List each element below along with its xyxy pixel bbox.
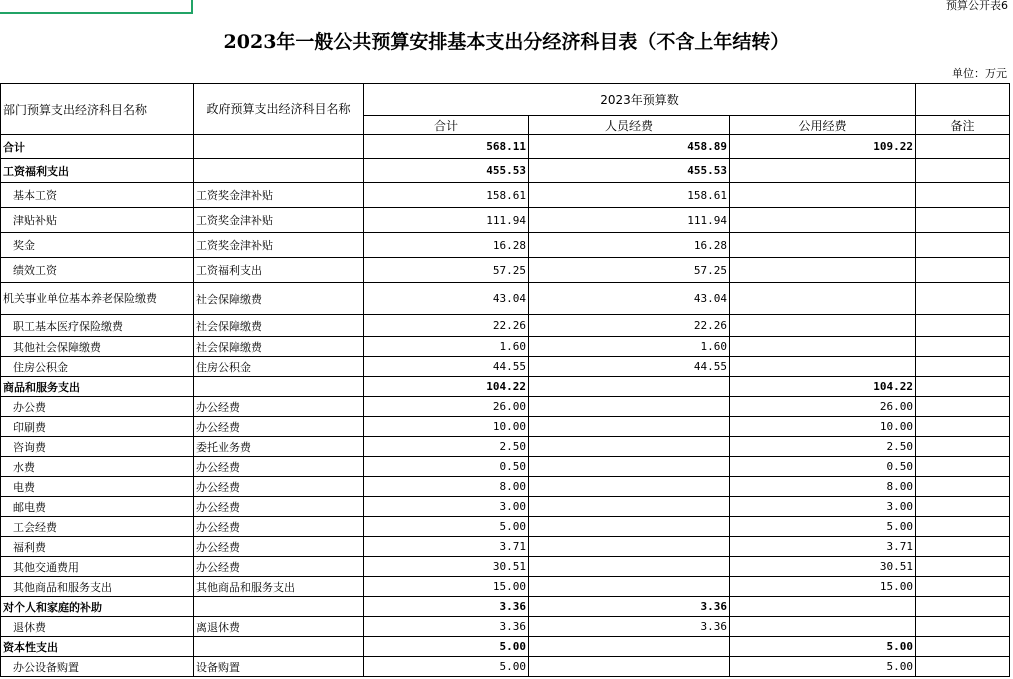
- cell-public[interactable]: 0.50: [730, 457, 916, 477]
- table-row: [1, 357, 1010, 377]
- cell-gov-name[interactable]: 办公经费: [194, 417, 364, 437]
- cell-total[interactable]: 8.00: [364, 477, 529, 497]
- cell-remark[interactable]: [916, 637, 1010, 657]
- selected-cell-indicator[interactable]: [0, 0, 193, 14]
- cell-remark[interactable]: [916, 159, 1010, 183]
- cell-public[interactable]: 104.22: [730, 377, 916, 397]
- cell-public[interactable]: [730, 597, 916, 617]
- table-row: [1, 208, 1010, 233]
- table-row: [1, 497, 1010, 517]
- cell-public[interactable]: 26.00: [730, 397, 916, 417]
- cell-personnel[interactable]: [529, 437, 730, 457]
- cell-gov-name[interactable]: 设备购置: [194, 657, 364, 677]
- header-remark[interactable]: 备注: [916, 116, 1010, 135]
- table-row: [1, 577, 1010, 597]
- cell-personnel[interactable]: [529, 517, 730, 537]
- cell-personnel[interactable]: [529, 537, 730, 557]
- cell-gov-name[interactable]: 办公经费: [194, 397, 364, 417]
- cell-gov-name[interactable]: [194, 637, 364, 657]
- cell-dept-name[interactable]: 水费: [1, 457, 194, 477]
- cell-personnel[interactable]: [529, 397, 730, 417]
- cell-public[interactable]: 8.00: [730, 477, 916, 497]
- cell-public[interactable]: [730, 617, 916, 637]
- cell-dept-name[interactable]: 工资福利支出: [1, 159, 194, 183]
- cell-personnel[interactable]: [529, 497, 730, 517]
- cell-gov-name[interactable]: [194, 135, 364, 159]
- cell-personnel[interactable]: [529, 377, 730, 397]
- cell-total[interactable]: 5.00: [364, 657, 529, 677]
- cell-dept-name[interactable]: 奖金: [1, 233, 194, 258]
- header-dept-col[interactable]: 部门预算支出经济科目名称: [1, 84, 194, 135]
- cell-total[interactable]: 568.11: [364, 135, 529, 159]
- sheet-tag: 预算公开表6: [946, 0, 1008, 12]
- cell-public[interactable]: 2.50: [730, 437, 916, 457]
- cell-dept-name[interactable]: 对个人和家庭的补助: [1, 597, 194, 617]
- cell-public[interactable]: [730, 159, 916, 183]
- cell-total[interactable]: 455.53: [364, 159, 529, 183]
- cell-personnel[interactable]: [529, 657, 730, 677]
- cell-total[interactable]: 158.61: [364, 183, 529, 208]
- cell-gov-name[interactable]: 住房公积金: [194, 357, 364, 377]
- cell-total[interactable]: 0.50: [364, 457, 529, 477]
- cell-personnel[interactable]: [529, 457, 730, 477]
- table-row: [1, 637, 1010, 657]
- cell-remark[interactable]: [916, 657, 1010, 677]
- header-remark-top[interactable]: [916, 84, 1010, 116]
- cell-remark[interactable]: [916, 577, 1010, 597]
- cell-dept-name[interactable]: 办公费: [1, 397, 194, 417]
- cell-total[interactable]: 111.94: [364, 208, 529, 233]
- table-row: [1, 657, 1010, 677]
- cell-total[interactable]: 3.36: [364, 617, 529, 637]
- cell-total[interactable]: 10.00: [364, 417, 529, 437]
- cell-remark[interactable]: [916, 283, 1010, 315]
- cell-personnel[interactable]: 22.26: [529, 315, 730, 337]
- cell-gov-name[interactable]: 办公经费: [194, 517, 364, 537]
- cell-total[interactable]: 26.00: [364, 397, 529, 417]
- cell-total[interactable]: 15.00: [364, 577, 529, 597]
- cell-public[interactable]: 15.00: [730, 577, 916, 597]
- cell-dept-name[interactable]: 咨询费: [1, 437, 194, 457]
- cell-remark[interactable]: [916, 337, 1010, 357]
- cell-gov-name[interactable]: 工资奖金津补贴: [194, 183, 364, 208]
- cell-remark[interactable]: [916, 258, 1010, 283]
- cell-total[interactable]: 2.50: [364, 437, 529, 457]
- cell-personnel[interactable]: [529, 417, 730, 437]
- header-personnel[interactable]: 人员经费: [529, 116, 730, 135]
- table-row: [1, 233, 1010, 258]
- cell-total[interactable]: 3.71: [364, 537, 529, 557]
- cell-personnel[interactable]: 16.28: [529, 233, 730, 258]
- cell-public[interactable]: [730, 183, 916, 208]
- table-row: [1, 477, 1010, 497]
- cell-personnel[interactable]: 3.36: [529, 597, 730, 617]
- cell-personnel[interactable]: 458.89: [529, 135, 730, 159]
- cell-remark[interactable]: [916, 377, 1010, 397]
- cell-public[interactable]: 5.00: [730, 517, 916, 537]
- cell-personnel[interactable]: 1.60: [529, 337, 730, 357]
- table-row: [1, 457, 1010, 477]
- cell-gov-name[interactable]: 工资奖金津补贴: [194, 208, 364, 233]
- cell-dept-name[interactable]: 邮电费: [1, 497, 194, 517]
- cell-public[interactable]: [730, 337, 916, 357]
- cell-gov-name[interactable]: 其他商品和服务支出: [194, 577, 364, 597]
- cell-public[interactable]: 3.71: [730, 537, 916, 557]
- table-row: [1, 337, 1010, 357]
- cell-dept-name[interactable]: 福利费: [1, 537, 194, 557]
- table-row: [1, 135, 1010, 159]
- header-gov-col[interactable]: 政府预算支出经济科目名称: [194, 84, 364, 135]
- cell-gov-name[interactable]: 办公经费: [194, 537, 364, 557]
- table-row: [1, 258, 1010, 283]
- table-row: [1, 377, 1010, 397]
- header-budget-group[interactable]: 2023年预算数: [364, 84, 916, 116]
- cell-remark[interactable]: [916, 357, 1010, 377]
- cell-remark[interactable]: [916, 417, 1010, 437]
- cell-gov-name[interactable]: 委托业务费: [194, 437, 364, 457]
- cell-gov-name[interactable]: 办公经费: [194, 497, 364, 517]
- cell-remark[interactable]: [916, 477, 1010, 497]
- cell-remark[interactable]: [916, 497, 1010, 517]
- table-row: [1, 617, 1010, 637]
- cell-total[interactable]: 5.00: [364, 637, 529, 657]
- cell-personnel[interactable]: 57.25: [529, 258, 730, 283]
- cell-dept-name[interactable]: 机关事业单位基本养老保险缴费: [1, 283, 194, 315]
- budget-table: [0, 83, 1010, 677]
- cell-remark[interactable]: [916, 457, 1010, 477]
- cell-dept-name[interactable]: 退休费: [1, 617, 194, 637]
- cell-public[interactable]: [730, 208, 916, 233]
- cell-gov-name[interactable]: [194, 159, 364, 183]
- cell-total[interactable]: 3.00: [364, 497, 529, 517]
- cell-gov-name[interactable]: [194, 377, 364, 397]
- cell-public[interactable]: [730, 357, 916, 377]
- cell-remark[interactable]: [916, 597, 1010, 617]
- cell-dept-name[interactable]: 基本工资: [1, 183, 194, 208]
- cell-total[interactable]: 104.22: [364, 377, 529, 397]
- cell-total[interactable]: 44.55: [364, 357, 529, 377]
- cell-gov-name[interactable]: 办公经费: [194, 457, 364, 477]
- cell-public[interactable]: 5.00: [730, 657, 916, 677]
- cell-total[interactable]: 30.51: [364, 557, 529, 577]
- unit-label: 单位：万元: [952, 67, 1007, 80]
- cell-public[interactable]: [730, 283, 916, 315]
- cell-dept-name[interactable]: 资本性支出: [1, 637, 194, 657]
- cell-total[interactable]: 57.25: [364, 258, 529, 283]
- cell-remark[interactable]: [916, 315, 1010, 337]
- cell-dept-name[interactable]: 绩效工资: [1, 258, 194, 283]
- cell-personnel[interactable]: 455.53: [529, 159, 730, 183]
- cell-gov-name[interactable]: 社会保障缴费: [194, 283, 364, 315]
- cell-total[interactable]: 5.00: [364, 517, 529, 537]
- page-title: 2023年一般公共预算安排基本支出分经济科目表（不含上年结转）: [223, 31, 790, 53]
- cell-remark[interactable]: [916, 183, 1010, 208]
- cell-remark[interactable]: [916, 557, 1010, 577]
- table-row: [1, 597, 1010, 617]
- cell-gov-name[interactable]: 办公经费: [194, 557, 364, 577]
- cell-personnel[interactable]: [529, 577, 730, 597]
- cell-remark[interactable]: [916, 537, 1010, 557]
- cell-public[interactable]: 109.22: [730, 135, 916, 159]
- cell-personnel[interactable]: 111.94: [529, 208, 730, 233]
- cell-public[interactable]: [730, 233, 916, 258]
- cell-dept-name[interactable]: 合计: [1, 135, 194, 159]
- cell-public[interactable]: 30.51: [730, 557, 916, 577]
- table-body: [1, 135, 1010, 677]
- cell-total[interactable]: 43.04: [364, 283, 529, 315]
- cell-personnel[interactable]: 3.36: [529, 617, 730, 637]
- table-row: [1, 315, 1010, 337]
- cell-personnel[interactable]: [529, 477, 730, 497]
- cell-remark[interactable]: [916, 233, 1010, 258]
- table-row: [1, 517, 1010, 537]
- cell-dept-name[interactable]: 津贴补贴: [1, 208, 194, 233]
- cell-total[interactable]: 3.36: [364, 597, 529, 617]
- table-row: [1, 183, 1010, 208]
- table-row: [1, 557, 1010, 577]
- cell-dept-name[interactable]: 办公设备购置: [1, 657, 194, 677]
- cell-remark[interactable]: [916, 208, 1010, 233]
- cell-personnel[interactable]: 43.04: [529, 283, 730, 315]
- header-public[interactable]: 公用经费: [730, 116, 916, 135]
- cell-personnel[interactable]: 44.55: [529, 357, 730, 377]
- cell-dept-name[interactable]: 商品和服务支出: [1, 377, 194, 397]
- cell-dept-name[interactable]: 电费: [1, 477, 194, 497]
- cell-gov-name[interactable]: 社会保障缴费: [194, 337, 364, 357]
- cell-personnel[interactable]: 158.61: [529, 183, 730, 208]
- table-row: [1, 397, 1010, 417]
- table-row: [1, 283, 1010, 315]
- cell-personnel[interactable]: [529, 637, 730, 657]
- cell-public[interactable]: 5.00: [730, 637, 916, 657]
- cell-remark[interactable]: [916, 397, 1010, 417]
- cell-public[interactable]: 3.00: [730, 497, 916, 517]
- cell-total[interactable]: 16.28: [364, 233, 529, 258]
- cell-gov-name[interactable]: 办公经费: [194, 477, 364, 497]
- cell-gov-name[interactable]: 工资奖金津补贴: [194, 233, 364, 258]
- cell-gov-name[interactable]: 工资福利支出: [194, 258, 364, 283]
- cell-dept-name[interactable]: 工会经费: [1, 517, 194, 537]
- cell-public[interactable]: [730, 258, 916, 283]
- cell-dept-name[interactable]: 其他商品和服务支出: [1, 577, 194, 597]
- table-row: [1, 159, 1010, 183]
- cell-remark[interactable]: [916, 437, 1010, 457]
- cell-dept-name[interactable]: 职工基本医疗保险缴费: [1, 315, 194, 337]
- cell-personnel[interactable]: [529, 557, 730, 577]
- cell-public[interactable]: [730, 315, 916, 337]
- header-total[interactable]: 合计: [364, 116, 529, 135]
- cell-remark[interactable]: [916, 135, 1010, 159]
- cell-dept-name[interactable]: 住房公积金: [1, 357, 194, 377]
- cell-gov-name[interactable]: 离退休费: [194, 617, 364, 637]
- table-row: [1, 537, 1010, 557]
- table-row: [1, 417, 1010, 437]
- cell-total[interactable]: 22.26: [364, 315, 529, 337]
- cell-gov-name[interactable]: 社会保障缴费: [194, 315, 364, 337]
- cell-public[interactable]: 10.00: [730, 417, 916, 437]
- cell-remark[interactable]: [916, 617, 1010, 637]
- cell-remark[interactable]: [916, 517, 1010, 537]
- cell-total[interactable]: 1.60: [364, 337, 529, 357]
- table-row: [1, 437, 1010, 457]
- cell-dept-name[interactable]: 其他社会保障缴费: [1, 337, 194, 357]
- cell-dept-name[interactable]: 其他交通费用: [1, 557, 194, 577]
- cell-gov-name[interactable]: [194, 597, 364, 617]
- cell-dept-name[interactable]: 印刷费: [1, 417, 194, 437]
